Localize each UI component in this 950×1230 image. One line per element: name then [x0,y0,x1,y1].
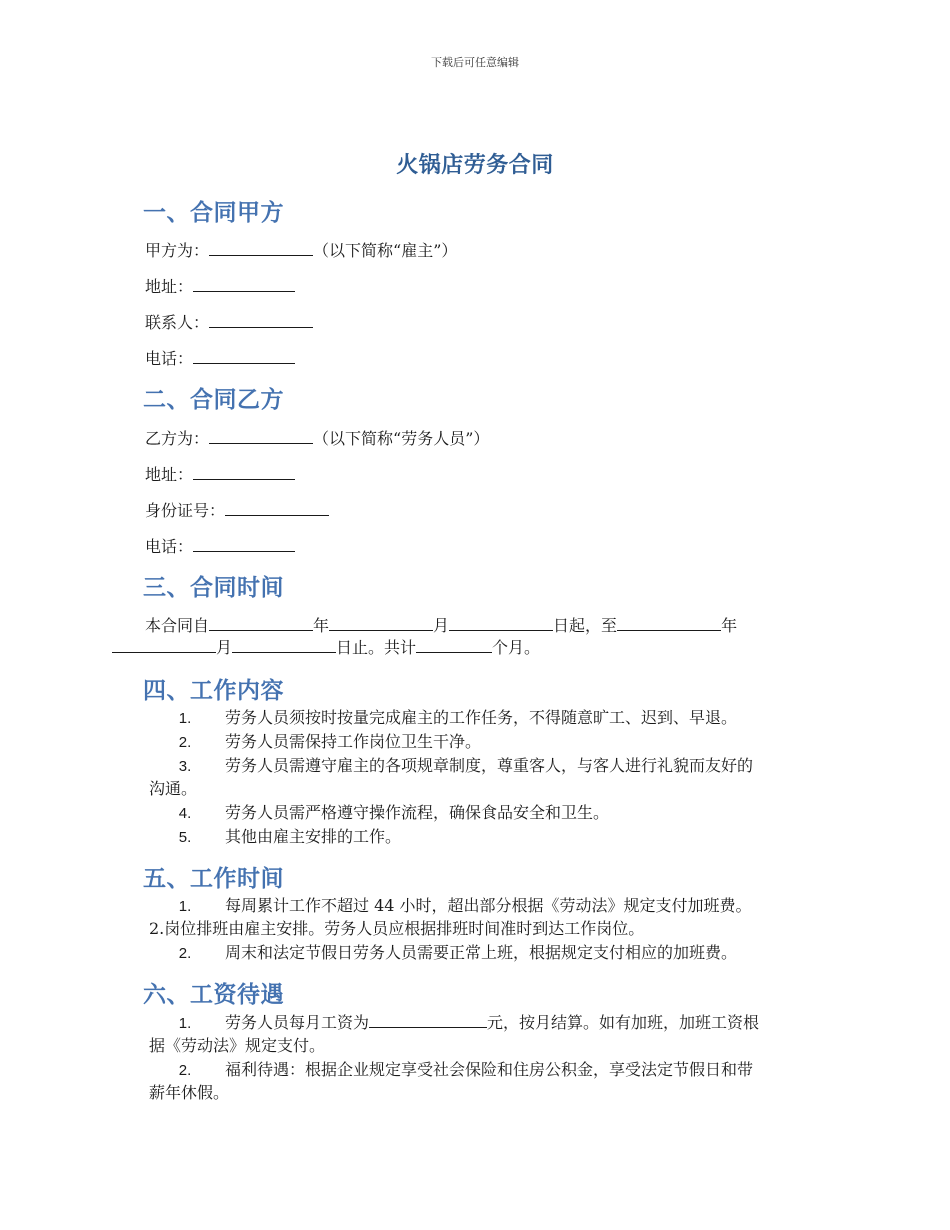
work-item-1 [145,705,737,728]
hours-item-3 [145,940,737,963]
party-a-name-blank[interactable] [209,240,313,256]
party-b-phone-line [145,534,295,557]
party-b-id-label: 身份证号： [145,501,226,520]
item-text: 每周累计工作不超过 44 小时，超出部分根据《劳动法》规定支付加班费。 [225,896,752,915]
party-b-address-label: 地址： [145,465,194,484]
month-text-2: 月 [216,638,233,657]
party-a-label: 甲方为： [145,241,210,260]
section-heading-party-a: 一、合同甲方 [143,200,284,226]
work-item-5 [145,824,401,847]
salary-item-2 [145,1057,753,1080]
year-text: 年 [313,616,330,635]
item-text: 周末和法定节假日劳务人员需要正常上班，根据规定支付相应的加班费。 [225,943,738,962]
party-b-suffix: （以下简称“劳务人员”） [313,429,490,448]
item-number: 1. [178,710,192,727]
start-year-blank[interactable] [209,615,313,631]
item-text: 劳务人员每月工资为 [225,1013,370,1032]
work-item-3 [145,753,753,776]
party-b-id-line [145,498,329,521]
party-b-phone-blank[interactable] [193,536,295,552]
item-number: 2. [178,945,192,962]
item-text: 其他由雇主安排的工作。 [225,827,402,846]
start-day-blank[interactable] [449,615,553,631]
hours-item-2: 2.岗位排班由雇主安排。劳务人员应根据排班时间准时到达工作岗位。 [149,919,645,938]
item-text-2: 元，按月结算。如有加班，加班工资根 [487,1013,760,1032]
day-start-text: 日起，至 [553,616,618,635]
section-heading-party-b: 二、合同乙方 [143,387,284,413]
party-a-contact-line [145,310,313,333]
salary-item-2-continued: 薪年休假。 [149,1083,230,1102]
party-b-name-blank[interactable] [209,428,313,444]
work-item-4 [145,800,609,823]
item-number: 4. [178,805,192,822]
salary-amount-blank[interactable] [369,1012,487,1028]
section-heading-work-hours: 五、工作时间 [143,866,284,892]
hours-item-1 [145,893,752,916]
contract-term-line-2 [112,635,540,658]
salary-item-1 [145,1010,759,1033]
item-number: 1. [178,1015,192,1032]
party-b-address-line [145,462,295,485]
party-a-phone-blank[interactable] [193,348,295,364]
party-a-suffix: （以下简称“雇主”） [313,241,458,260]
section-heading-work-content: 四、工作内容 [143,678,284,704]
party-b-address-blank[interactable] [193,464,295,480]
item-number: 3. [178,758,192,775]
item-text: 劳务人员需严格遵守操作流程，确保食品安全和卫生。 [225,803,610,822]
contract-term-line-1 [145,613,737,636]
work-item-2 [145,729,481,752]
end-day-blank[interactable] [232,637,336,653]
section-heading-contract-term: 三、合同时间 [143,575,284,601]
item-number: 2. [178,1062,192,1079]
end-month-blank[interactable] [112,637,216,653]
party-b-label: 乙方为： [145,429,210,448]
party-a-address-blank[interactable] [193,276,295,292]
item-text: 福利待遇：根据企业规定享受社会保险和住房公积金，享受法定节假日和带 [225,1060,754,1079]
item-number: 2. [178,734,192,751]
work-item-3-continued: 沟通。 [149,779,198,798]
party-a-phone-label: 电话： [145,349,194,368]
section-heading-salary: 六、工资待遇 [143,982,284,1008]
item-text: 劳务人员须按时按量完成雇主的工作任务，不得随意旷工、迟到、早退。 [225,708,738,727]
item-number: 5. [178,829,192,846]
month-text: 月 [433,616,450,635]
document-title: 火锅店劳务合同 [396,153,554,178]
year-text-2: 年 [721,616,738,635]
party-b-id-blank[interactable] [225,500,329,516]
party-a-contact-label: 联系人： [145,313,210,332]
party-a-address-label: 地址： [145,277,194,296]
total-months-blank[interactable] [416,637,492,653]
start-month-blank[interactable] [329,615,433,631]
day-end-text: 日止。共计 [336,638,417,657]
salary-item-1-continued: 据《劳动法》规定支付。 [149,1036,326,1055]
party-a-phone-line [145,346,295,369]
term-start-text: 本合同自 [145,616,210,635]
party-a-address-line [145,274,295,297]
end-year-blank[interactable] [617,615,721,631]
party-b-phone-label: 电话： [145,537,194,556]
header-note: 下载后可任意编辑 [431,56,519,69]
item-text: 劳务人员需保持工作岗位卫生干净。 [225,732,482,751]
party-b-name-line [145,426,489,449]
item-number: 1. [178,898,192,915]
party-a-contact-blank[interactable] [209,312,313,328]
item-text: 劳务人员需遵守雇主的各项规章制度，尊重客人，与客人进行礼貌而友好的 [225,756,754,775]
party-a-name-line [145,238,457,261]
months-text: 个月。 [492,638,541,657]
